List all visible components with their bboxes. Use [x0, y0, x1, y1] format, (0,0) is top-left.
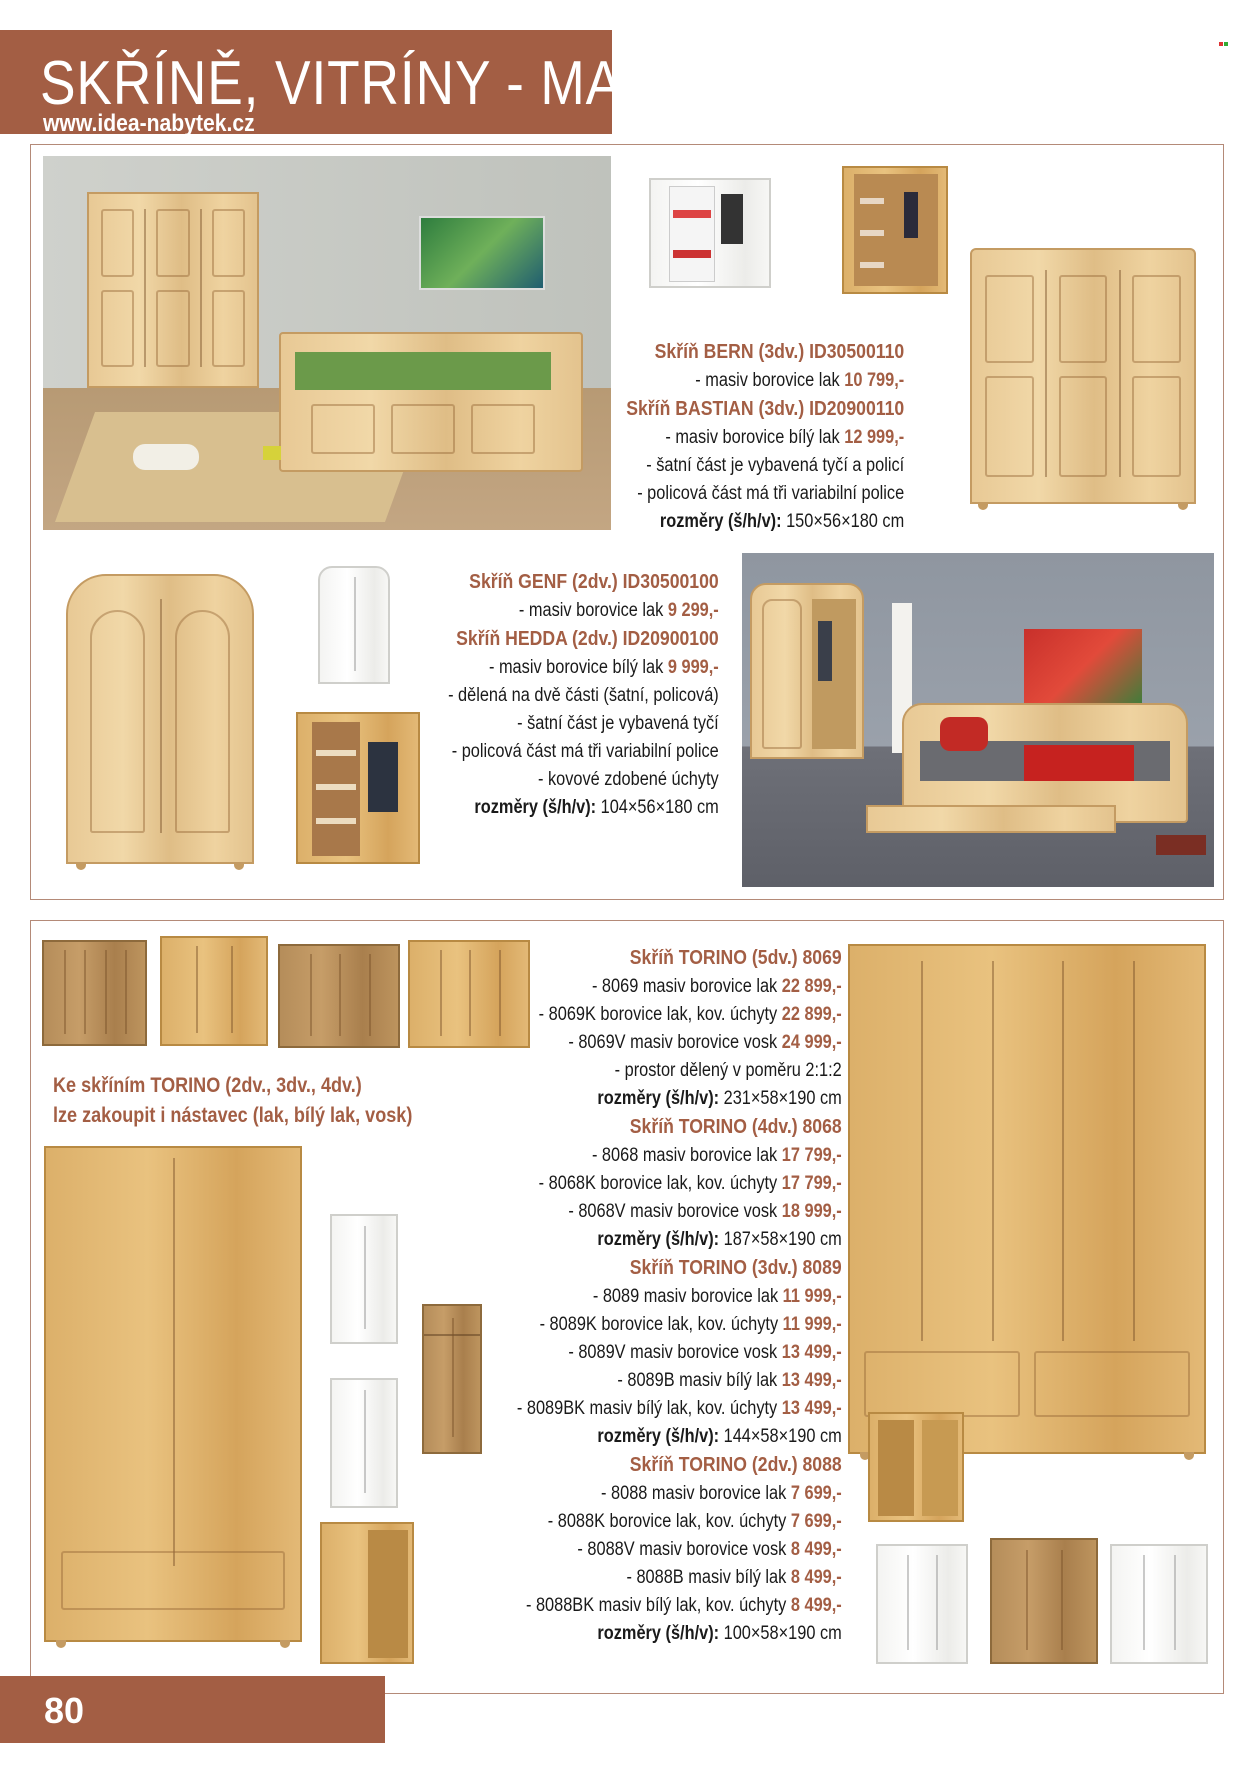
bern-price: 10 799,-	[844, 370, 904, 391]
torino-white-image	[1110, 1544, 1208, 1664]
hedda-open-image	[296, 712, 420, 864]
wall-painting-image	[1024, 629, 1142, 705]
website-url[interactable]: www.idea-nabytek.cz	[43, 110, 255, 137]
wardrobe-image	[750, 583, 864, 759]
torino-3dv-title: Skříň TORINO (3dv.) 8089	[630, 1256, 842, 1279]
page-footer	[0, 1676, 385, 1743]
bern-open-image	[842, 166, 948, 294]
bern-wardrobe-image	[970, 248, 1196, 504]
wardrobe-image	[87, 192, 259, 388]
page-number: 80	[44, 1690, 85, 1731]
torino-variant-image	[408, 940, 530, 1048]
hedda-dimensions: 104×56×180 cm	[596, 797, 719, 818]
page-header	[0, 30, 711, 137]
torino-variant-image	[160, 936, 268, 1046]
torino-wax-3dv-image	[990, 1538, 1098, 1664]
floor-pillow-image	[133, 444, 199, 470]
bastian-white-open-image	[649, 178, 771, 288]
bastian-dimensions: 150×56×180 cm	[781, 511, 904, 532]
torino-white-image	[330, 1214, 398, 1344]
genf-price: 9 299,-	[668, 600, 719, 621]
bastian-price: 12 999,-	[844, 427, 904, 448]
hedda-white-image	[318, 566, 390, 684]
torino-3dv-open-image	[868, 1412, 964, 1522]
torino-2dv-wardrobe-image	[44, 1146, 302, 1642]
torino-price-list: Skříň TORINO (5dv.) 8069 - 8069 masiv borovice lak 22 899,- - 8069K borovice lak, kov. úchyty 22 899,- - 8069V masiv borovice vosk 24 999,- - prostor dělený v poměru 2:1:2 rozměry (š/h/v): 231×58×190 cm Skříň TORINO (4dv.) 8068 - 8068 masiv borovice lak 17 799,- - 8068K borovice lak, kov. úchyty 17 799,- - 8068V masiv borovice vosk 18 999,- rozměry (š/h/v): 187×58×190 cm Skříň TORINO (3dv.) 8089 - 8089 masiv borovice lak 11 999,- - 8089K borovice lak, kov. úchyty 11 999,- - 8089V masiv borovice vosk 13 499,- - 8089B masiv bílý lak 13 499,- - 8089BK masiv bílý lak, kov. úchyty 13 499,- rozměry (š/h/v): 144×58×190 cm Skříň TORINO (2dv.) 8088 - 8088 masiv borovice lak 7 699,- - 8088K borovice lak, kov. úchyty 7 699,- - 8088V masiv borovice vosk 8 499,- - 8088B masiv bílý lak 8 499,- - 8088BK masiv bílý lak, kov. úchyty 8 499,- rozměry (š/h/v): 100×58×190 cm	[517, 946, 842, 1644]
torino-white-image	[330, 1378, 398, 1508]
torino-white-3dv-image	[876, 1544, 968, 1664]
genf-title: Skříň GENF (2dv.) ID30500100	[469, 570, 719, 593]
torino-2dv-title: Skříň TORINO (2dv.) 8088	[630, 1453, 842, 1476]
page-title: SKŘÍNĚ, VITRÍNY - MASIV	[40, 49, 711, 118]
daybed-image	[279, 332, 583, 472]
torino-5dv-title: Skříň TORINO (5dv.) 8069	[630, 946, 842, 969]
torino-4dv-title: Skříň TORINO (4dv.) 8068	[630, 1115, 842, 1138]
wall-painting-image	[419, 216, 545, 290]
torino-2dv-open-image	[320, 1522, 414, 1664]
torino-variant-image	[42, 940, 147, 1046]
bastian-title: Skříň BASTIAN (3dv.) ID20900110	[626, 397, 904, 420]
bern-title: Skříň BERN (3dv.) ID30500110	[654, 340, 904, 363]
corner-logo-icon	[1218, 33, 1228, 41]
bern-bastian-description: Skříň BERN (3dv.) ID30500110 - masiv borovice lak 10 799,- Skříň BASTIAN (3dv.) ID20900110 - masiv borovice bílý lak 12 999,- - šatní část je vybavená tyčí a policí - policová část má tři variabilní police rozměry (š/h/v): 150×56×180 cm	[626, 340, 904, 532]
hedda-title: Skříň HEDDA (2dv.) ID20900100	[456, 627, 719, 650]
hedda-price: 9 999,-	[668, 657, 719, 678]
torino-variant-image	[278, 944, 400, 1048]
genf-hedda-description: Skříň GENF (2dv.) ID30500100 - masiv borovice lak 9 299,- Skříň HEDDA (2dv.) ID20900100 - masiv borovice bílý lak 9 999,- - dělená na dvě části (šatní, policová) - šatní část je vybavená tyčí - policová část má tři variabilní police - kovové zdobené úchyty rozměry (š/h/v): 104×56×180 cm	[448, 570, 719, 818]
bedroom-photo-genf	[742, 553, 1214, 887]
torino-extension-note: Ke skříním TORINO (2dv., 3dv., 4dv.) lze zakoupit i nástavec (lak, bílý lak, vosk)	[53, 1074, 413, 1127]
torino-5dv-wardrobe-image	[848, 944, 1206, 1454]
genf-wardrobe-image	[66, 574, 254, 864]
torino-extension-image	[422, 1304, 482, 1454]
bedroom-photo-bern	[43, 156, 611, 530]
